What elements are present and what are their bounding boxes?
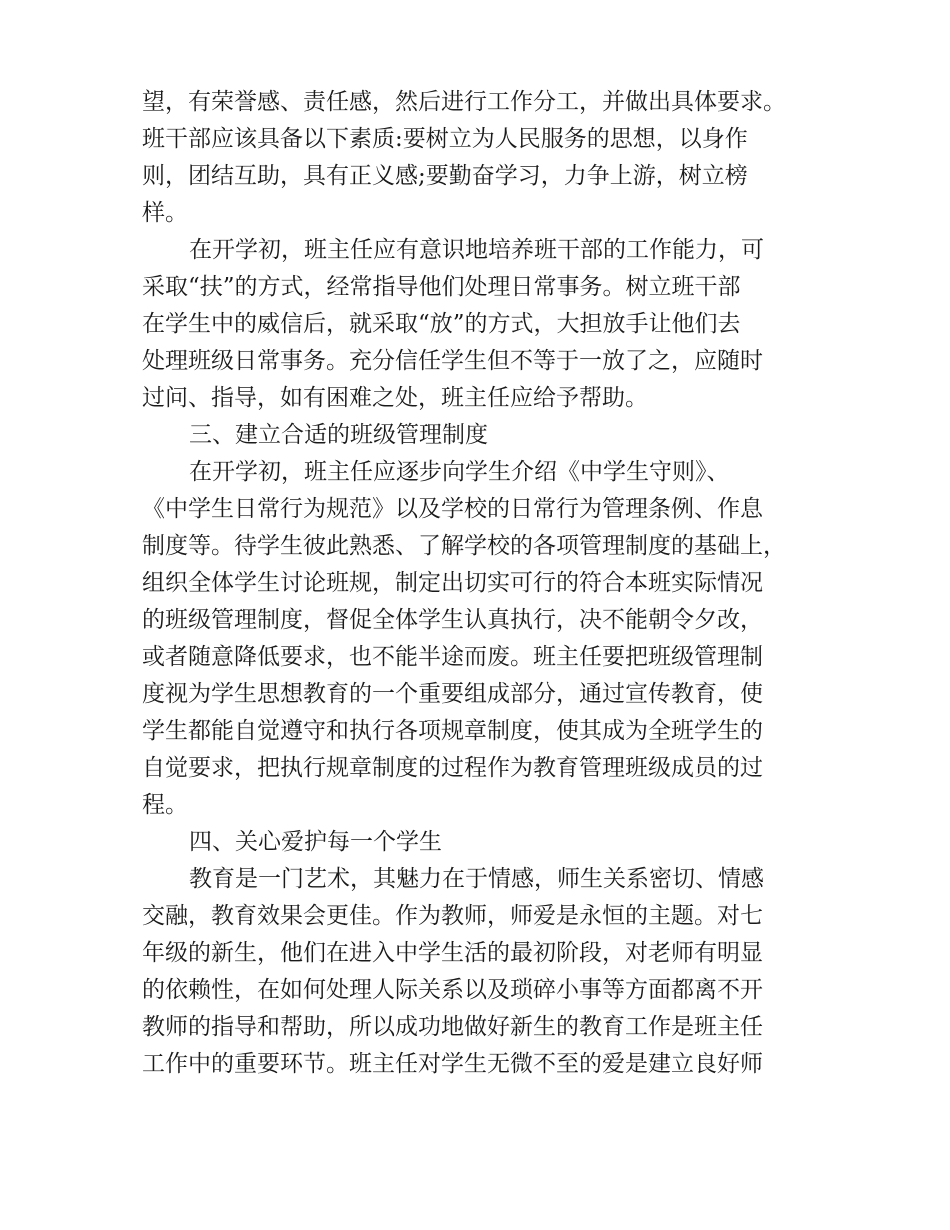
text-line: 三、建立合适的班级管理制度: [189, 422, 488, 448]
text-line: 自觉要求，把执行规章制度的过程作为教育管理班级成员的过: [142, 755, 763, 781]
text-line: 年级的新生，他们在进入中学生活的最初阶段，对老师有明显: [142, 940, 763, 966]
text-line: 工作中的重要环节。班主任对学生无微不至的爱是建立良好师: [142, 1051, 763, 1077]
text-line: 班干部应该具备以下素质:要树立为人民服务的思想，以身作: [142, 126, 748, 152]
text-line: 四、关心爱护每一个学生: [189, 829, 442, 855]
text-line: 教师的指导和帮助，所以成功地做好新生的教育工作是班主任: [142, 1014, 763, 1040]
text-line: 过问、指导，如有困难之处，班主任应给予帮助。: [142, 385, 648, 411]
text-line: 的班级管理制度，督促全体学生认真执行，决不能朝令夕改，: [142, 607, 763, 633]
text-line: 组织全体学生讨论班规，制定出切实可行的符合本班实际情况: [142, 570, 763, 596]
text-line: 《中学生日常行为规范》以及学校的日常行为管理条例、作息: [142, 496, 763, 522]
text-line: 学生都能自觉遵守和执行各项规章制度，使其成为全班学生的: [142, 718, 763, 744]
text-line: 度视为学生思想教育的一个重要组成部分，通过宣传教育，使: [142, 681, 763, 707]
text-line: 交融，教育效果会更佳。作为教师，师爱是永恒的主题。对七: [142, 903, 763, 929]
text-line: 或者随意降低要求，也不能半途而废。班主任要把班级管理制: [142, 644, 763, 670]
text-line: 程。: [142, 792, 188, 818]
document-body: [142, 84, 832, 1083]
text-line: 采取“扶”的方式，经常指导他们处理日常事务。树立班干部: [142, 274, 741, 300]
text-line: 教育是一门艺术，其魅力在于情感，师生关系密切、情感: [189, 866, 764, 892]
text-line: 制度等。待学生彼此熟悉、了解学校的各项管理制度的基础上，: [142, 533, 786, 559]
text-line: 在学生中的威信后，就采取“放”的方式，大担放手让他们去: [142, 311, 741, 337]
text-line: 望，有荣誉感、责任感，然后进行工作分工，并做出具体要求。: [142, 89, 786, 115]
text-line: 样。: [142, 200, 188, 226]
text-line: 的依赖性，在如何处理人际关系以及琐碎小事等方面都离不开: [142, 977, 763, 1003]
text-line: 则，团结互助，具有正义感;要勤奋学习，力争上游，树立榜: [142, 163, 748, 189]
text-line: 处理班级日常事务。充分信任学生但不等于一放了之，应随时: [142, 348, 763, 374]
text-line: 在开学初，班主任应有意识地培养班干部的工作能力，可: [189, 237, 764, 263]
text-line: 在开学初，班主任应逐步向学生介绍《中学生守则》、: [189, 459, 730, 485]
